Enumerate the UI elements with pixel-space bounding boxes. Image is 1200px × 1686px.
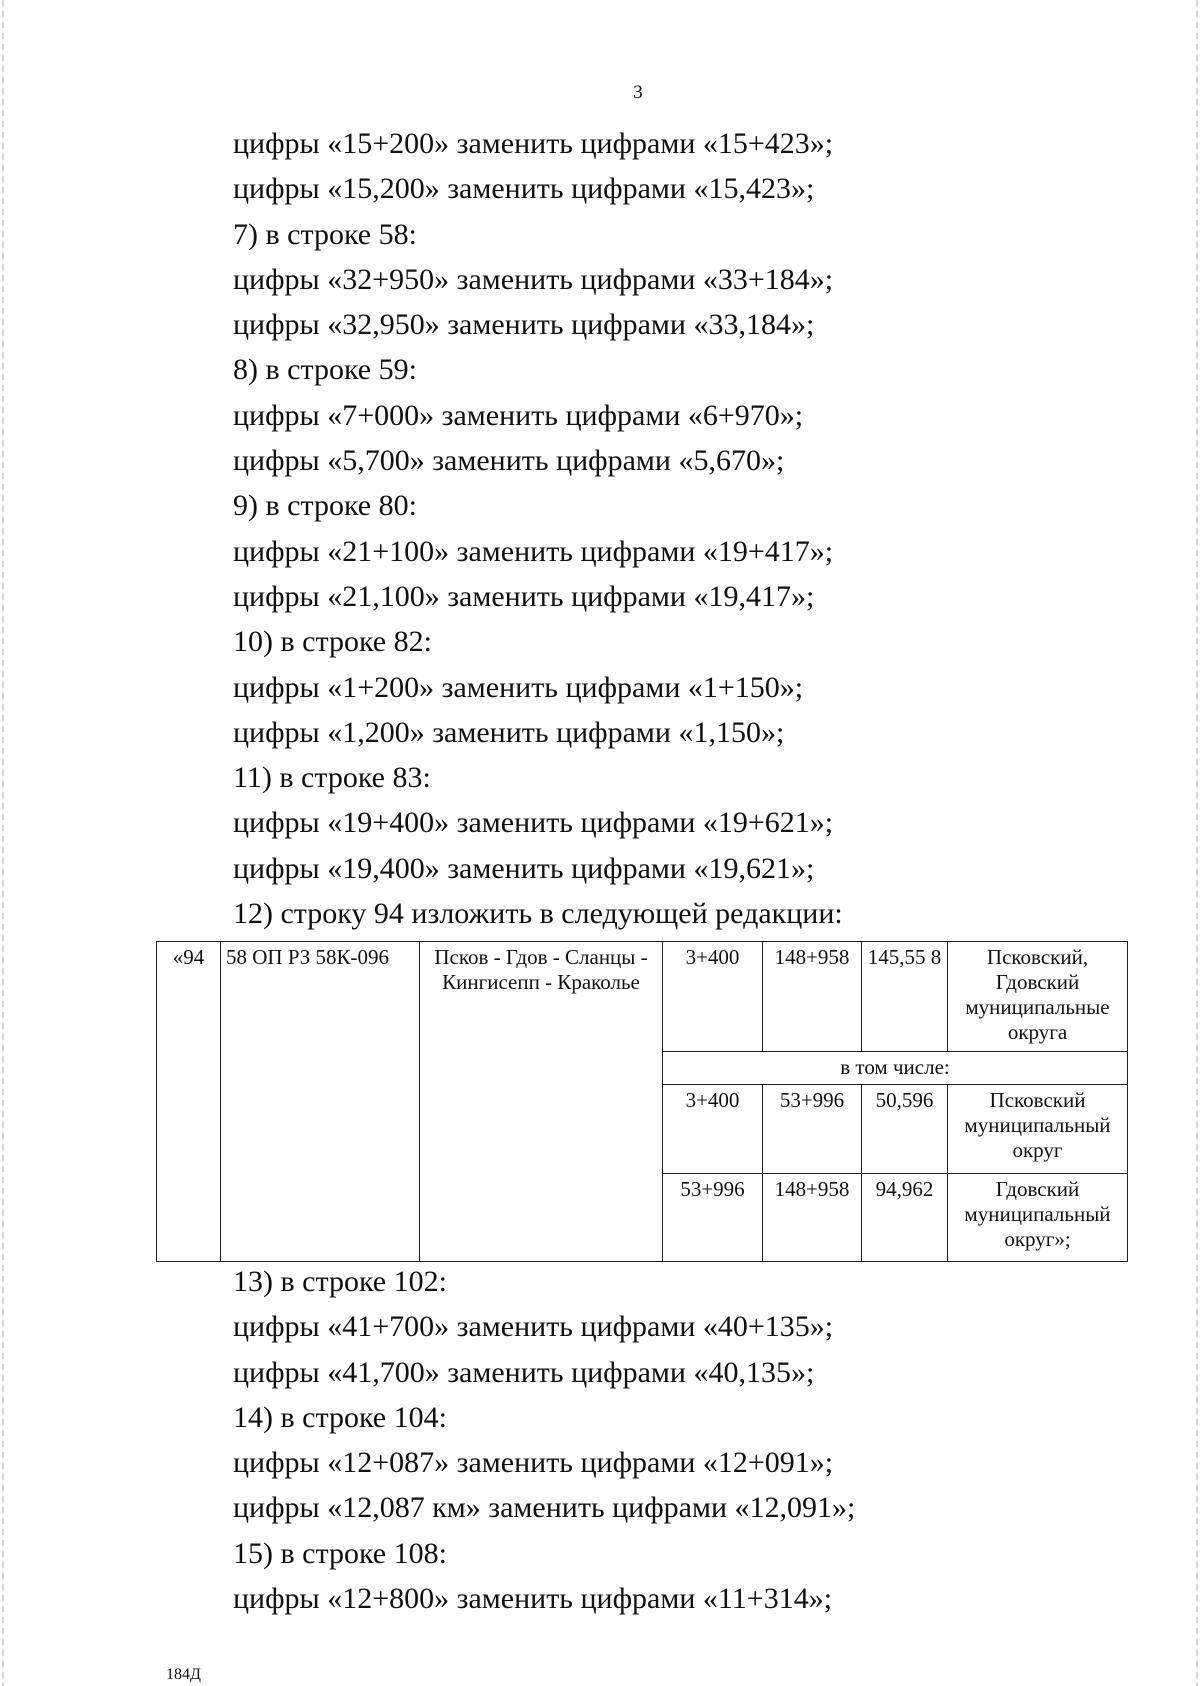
table-cell-road-name: Псков - Гдов - Сланцы - Кингисепп - Краколье — [420, 942, 663, 1262]
text-line: цифры «5,700» заменить цифрами «5,670»; — [233, 444, 785, 478]
table-cell-row-number: «94 — [157, 942, 221, 1262]
amendments-before-table — [233, 121, 843, 936]
text-line: 8) в строке 59: — [233, 353, 417, 387]
text-line: цифры «19+400» заменить цифрами «19+621»; — [233, 806, 834, 840]
amendments-after-table — [233, 1259, 855, 1621]
text-line: цифры «21+100» заменить цифрами «19+417»; — [233, 534, 834, 568]
table-cell-end: 53+996 — [763, 1085, 862, 1173]
text-line: цифры «1+200» заменить цифрами «1+150»; — [233, 670, 804, 704]
text-line: цифры «1,200» заменить цифрами «1,150»; — [233, 715, 785, 749]
table-cell-district: Гдовский муниципальный округ»; — [948, 1173, 1128, 1261]
text-line: цифры «32,950» заменить цифрами «33,184»; — [233, 308, 815, 342]
text-line: 9) в строке 80: — [233, 489, 417, 523]
scan-edge-left — [2, 0, 4, 1686]
table-cell-start: 53+996 — [663, 1173, 763, 1261]
text-line: 10) в строке 82: — [233, 625, 432, 659]
text-line: цифры «15+200» заменить цифрами «15+423»; — [233, 127, 834, 160]
text-line: цифры «15,200» заменить цифрами «15,423»; — [233, 172, 815, 206]
table-cell-district: Псковский, Гдовский муниципальные округа — [948, 942, 1128, 1052]
text-line: 14) в строке 104: — [233, 1400, 447, 1434]
text-line: 13) в строке 102: — [233, 1265, 447, 1298]
table-cell-length: 94,962 — [862, 1173, 948, 1261]
table-cell-end: 148+958 — [763, 942, 862, 1052]
text-line: 12) строку 94 изложить в следующей редакции: — [233, 897, 843, 931]
document-code: 184Д — [166, 1666, 201, 1683]
page-number: 3 — [633, 82, 643, 103]
table-cell-start: 3+400 — [663, 1085, 763, 1173]
text-line: цифры «41,700» заменить цифрами «40,135»; — [233, 1355, 815, 1389]
table-cell-length: 145,55 8 — [862, 942, 948, 1052]
text-line: цифры «12+800» заменить цифрами «11+314»; — [233, 1582, 833, 1616]
table-cell-start: 3+400 — [663, 942, 763, 1052]
text-line: 11) в строке 83: — [233, 761, 431, 795]
table-cell-road-id: 58 ОП РЗ 58К-096 — [221, 942, 420, 1262]
text-line: цифры «7+000» заменить цифрами «6+970»; — [233, 398, 804, 432]
text-line: цифры «21,100» заменить цифрами «19,417»; — [233, 579, 815, 613]
text-line: цифры «41+700» заменить цифрами «40+135»; — [233, 1310, 834, 1344]
text-line: 7) в строке 58: — [233, 217, 417, 251]
table-cell-including: в том числе: — [663, 1051, 1128, 1085]
scan-edge-right — [1196, 0, 1198, 1686]
road-table — [156, 941, 1128, 1262]
table-cell-length: 50,596 — [862, 1085, 948, 1173]
table-cell-district: Псковский муниципальный округ — [948, 1085, 1128, 1173]
table-cell-end: 148+958 — [763, 1173, 862, 1261]
text-line: цифры «32+950» заменить цифрами «33+184»; — [233, 262, 834, 296]
text-line: цифры «19,400» заменить цифрами «19,621»; — [233, 851, 815, 885]
text-line: цифры «12,087 км» заменить цифрами «12,091»; — [233, 1491, 856, 1525]
text-line: 15) в строке 108: — [233, 1536, 447, 1570]
text-line: цифры «12+087» заменить цифрами «12+091»; — [233, 1446, 834, 1480]
